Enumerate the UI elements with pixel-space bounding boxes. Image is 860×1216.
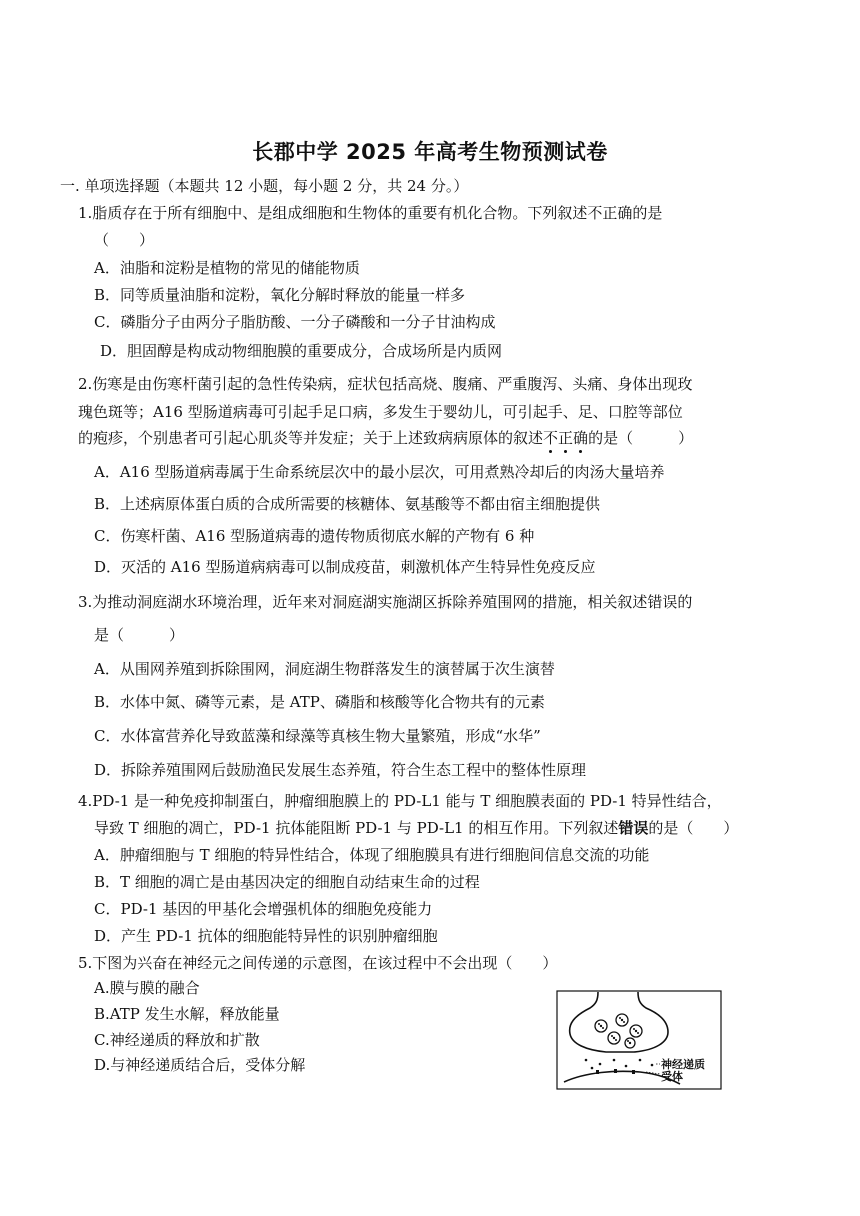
q3-option-d: D．拆除养殖围网后鼓励渔民发展生态养殖，符合生态工程中的整体性原理 [94, 761, 587, 779]
label-receptor: 受体 [661, 1070, 683, 1083]
q2-option-a: A．A16 型肠道病毒属于生命系统层次中的最小层次，可用煮熟冷却后的肉汤大量培养 [94, 463, 665, 481]
q4-emphasis-wrong: 错误 [618, 819, 649, 837]
label-neurotransmitter: 神经递质 [661, 1058, 705, 1071]
emphasis-char: 不 [543, 429, 559, 447]
q5-option-b: B.ATP 发生水解，释放能量 [94, 1005, 280, 1023]
page-title: 长郡中学 2025 年高考生物预测试卷 [252, 140, 608, 164]
q1-stem-line2: （ ） [94, 231, 155, 249]
q3-stem-line1: 3.为推动洞庭湖水环境治理，近年来对洞庭湖实施湖区拆除养殖围网的措施，相关叙述错误的 [78, 593, 693, 611]
q3-option-c: C．水体富营养化导致蓝藻和绿藻等真核生物大量繁殖，形成“水华” [94, 727, 541, 745]
q4-stem-line1: 4.PD-1 是一种免疫抑制蛋白，肿瘤细胞膜上的 PD-L1 能与 T 细胞膜表面的 PD-1 特异性结合， [78, 792, 722, 810]
q4-option-c: C．PD-1 基因的甲基化会增强机体的细胞免疫能力 [94, 900, 433, 918]
q5-stem: 5.下图为兴奋在神经元之间传递的示意图，在该过程中不会出现（ ） [78, 954, 558, 972]
figure-border [557, 991, 721, 1089]
q4-option-d: D．产生 PD-1 抗体的细胞能特异性的识别肿瘤细胞 [94, 927, 438, 945]
q2-stem-line1: 2.伤寒是由伤寒杆菌引起的急性传染病，症状包括高烧、腹痛、严重腹泻、头痛、身体出现玫 [78, 375, 693, 393]
q2-emphasis-not-correct [543, 429, 588, 447]
section-heading: 一. 单项选择题（本题共 12 小题，每小题 2 分，共 24 分。） [60, 177, 469, 195]
q2-stem-line3 [78, 428, 693, 448]
q5-option-a: A.膜与膜的融合 [94, 979, 200, 997]
q2-stem-line2: 瑰色斑等；A16 型肠道病毒可引起手足口病，多发生于婴幼儿，可引起手、足、口腔等部位 [78, 403, 683, 421]
q5-option-d: D.与神经递质结合后，受体分解 [94, 1056, 306, 1074]
q1-stem-line1: 1.脂质存在于所有细胞中、是组成细胞和生物体的重要有机化合物。下列叙述不正确的是 [78, 204, 663, 222]
q2-option-b: B．上述病原体蛋白质的合成所需要的核糖体、氨基酸等不都由宿主细胞提供 [94, 495, 601, 513]
q1-option-b: B．同等质量油脂和淀粉，氧化分解时释放的能量一样多 [94, 286, 466, 304]
emphasis-char: 确 [573, 429, 589, 447]
q1-option-a: A．油脂和淀粉是植物的常见的储能物质 [94, 259, 360, 277]
q4-option-a: A．肿瘤细胞与 T 细胞的特异性结合，体现了细胞膜具有进行细胞间信息交流的功能 [94, 846, 650, 864]
q3-option-a: A．从围网养殖到拆除围网，洞庭湖生物群落发生的演替属于次生演替 [94, 660, 555, 678]
synapse-diagram [556, 990, 722, 1090]
q4-stem-line2 [94, 818, 738, 838]
q3-option-b: B．水体中氮、磷等元素，是 ATP、磷脂和核酸等化合物共有的元素 [94, 693, 545, 711]
q2-option-d: D．灭活的 A16 型肠道病病毒可以制成疫苗，刺激机体产生特异性免疫反应 [94, 558, 596, 576]
q1-option-c: C．磷脂分子由两分子脂肪酸、一分子磷酸和一分子甘油构成 [94, 313, 496, 331]
q4-option-b: B．T 细胞的凋亡是由基因决定的细胞自动结束生命的过程 [94, 873, 480, 891]
q2-stem-line3-post: 的是（ ） [588, 429, 694, 447]
q4-stem-line2-post: 的是（ ） [648, 819, 739, 837]
q3-stem-line2: 是（ ） [94, 626, 185, 644]
q5-option-c: C.神经递质的释放和扩散 [94, 1031, 260, 1049]
q2-option-c: C．伤寒杆菌、A16 型肠道病毒的遗传物质彻底水解的产物有 6 种 [94, 527, 535, 545]
q4-stem-line2-pre: 导致 T 细胞的凋亡，PD-1 抗体能阻断 PD-1 与 PD-L1 的相互作用。下列叙述 [94, 819, 619, 837]
emphasis-char: 正 [558, 429, 574, 447]
q1-option-d: D．胆固醇是构成动物细胞膜的重要成分，合成场所是内质网 [100, 342, 503, 360]
q2-stem-line3-pre: 的疱疹，个别患者可引起心肌炎等并发症；关于上述致病病原体的叙述 [78, 429, 544, 447]
